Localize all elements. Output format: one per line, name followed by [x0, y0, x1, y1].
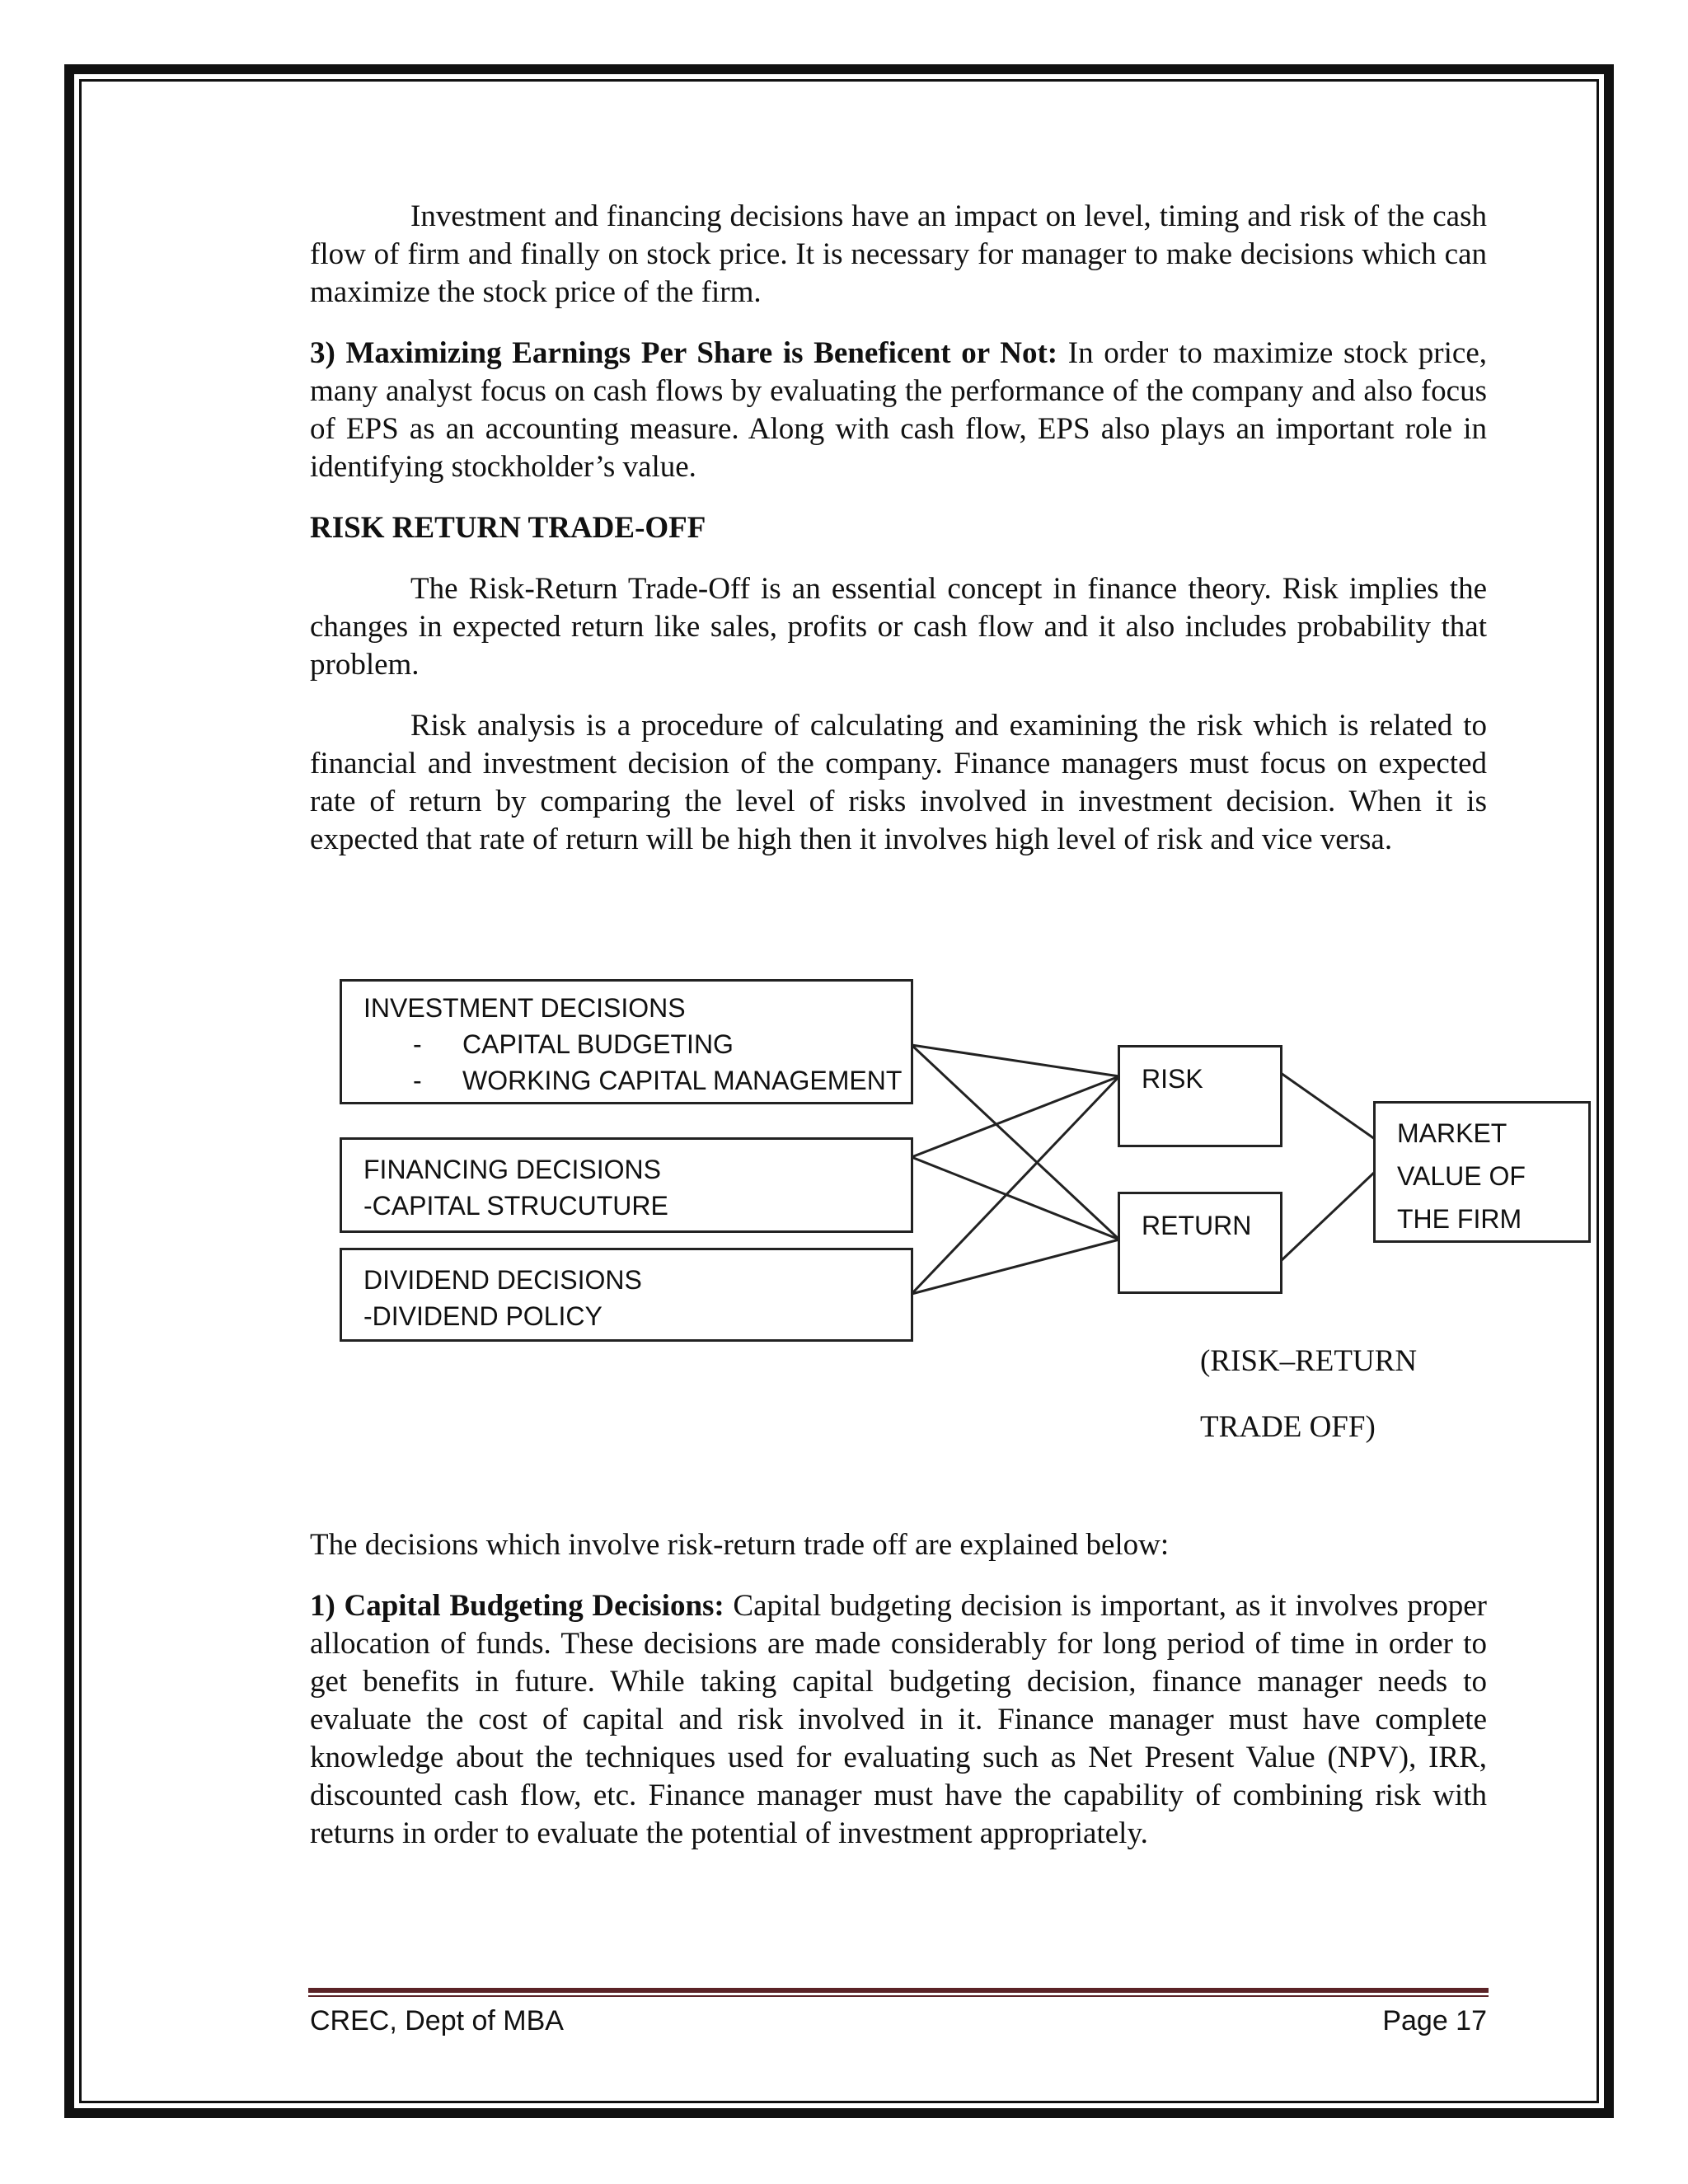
- financing-sub: -CAPITAL STRUCUTURE: [363, 1191, 668, 1221]
- risk-box: [1118, 1045, 1282, 1147]
- upper-text-block: [310, 198, 1487, 859]
- footer-department: CREC, Dept of MBA: [310, 2005, 564, 2036]
- capital-paragraph: [310, 1587, 1487, 1853]
- market-line: THE FIRM: [1397, 1204, 1522, 1234]
- market-line: VALUE OF: [1397, 1161, 1526, 1191]
- investment-item: - CAPITAL BUDGETING: [413, 1029, 734, 1059]
- investment-title: INVESTMENT DECISIONS: [363, 993, 686, 1023]
- analysis-paragraph: Risk analysis is a procedure of calculating and examining the risk which is related to financial and investment decision of the company. Finance managers must focus on expected rate of return by comparing the level of risks involved in investment decision. When it is expected that rate of return will be high then it involves high level of risk and vice versa.: [310, 709, 1487, 856]
- tradeoff-paragraph: The Risk-Return Trade-Off is an essential concept in finance theory. Risk implies the changes in expected return like sales, profits or cash flow and it also includes probability that problem.: [310, 572, 1487, 682]
- footer-rule: [308, 1988, 1489, 1993]
- dividend-decisions-box: [340, 1248, 913, 1342]
- section-heading: RISK RETURN TRADE-OFF: [310, 511, 706, 545]
- investment-item: - WORKING CAPITAL MANAGEMENT: [413, 1066, 903, 1095]
- page-footer: [310, 2003, 1487, 2039]
- caption-line: (RISK–RETURN: [1200, 1344, 1418, 1378]
- caption-line: TRADE OFF): [1200, 1410, 1376, 1444]
- intro-paragraph: Investment and financing decisions have an impact on level, timing and risk of the cash flow of firm and finally on stock price. It is necessary for manager to make decisions which can maximize the stock price of the firm.: [310, 199, 1487, 309]
- capital-body: Capital budgeting decision is important, as it involves proper allocation of funds. These decisions are made considerably for long period of time in order to get benefits in future. While taking capital budgeting decision, finance manager needs to evaluate the cost of capital and risk involved in it. Finance manager must have complete knowledge about the techniques used for evaluating such as Net Present Value (NPV), IRR, discounted cash flow, etc. Finance manager must have the capability of combining risk with returns in order to evaluate the potential of investment appropriately.: [310, 1589, 1487, 1850]
- page-number: Page 17: [1382, 2005, 1487, 2036]
- eps-body: In order to maximize stock price, many analyst focus on cash flows by evaluating the performance of the company and also focus of EPS as an accounting measure. Along with cash flow, EPS also plays an important role in identifying stockholder’s value.: [310, 336, 1487, 484]
- lower-text-block: [310, 1526, 1487, 1853]
- diagram-caption: [1200, 1329, 1530, 1460]
- financing-title: FINANCING DECISIONS: [363, 1155, 661, 1184]
- return-box: [1118, 1192, 1282, 1294]
- decisions-intro: The decisions which involve risk-return trade off are explained below:: [310, 1528, 1170, 1562]
- risk-label: RISK: [1142, 1064, 1203, 1094]
- eps-paragraph: [310, 335, 1487, 486]
- financing-decisions-box: [340, 1137, 913, 1233]
- market-line: MARKET: [1397, 1118, 1507, 1148]
- footer-rule-thin: [308, 1995, 1489, 1997]
- eps-heading: 3) Maximizing Earnings Per Share is Beneficent or Not:: [310, 336, 1058, 370]
- dividend-sub: -DIVIDEND POLICY: [363, 1301, 603, 1331]
- investment-decisions-box: [340, 979, 913, 1104]
- return-label: RETURN: [1142, 1211, 1252, 1240]
- dividend-title: DIVIDEND DECISIONS: [363, 1265, 642, 1295]
- capital-heading: 1) Capital Budgeting Decisions:: [310, 1589, 724, 1623]
- market-value-box: [1373, 1101, 1591, 1243]
